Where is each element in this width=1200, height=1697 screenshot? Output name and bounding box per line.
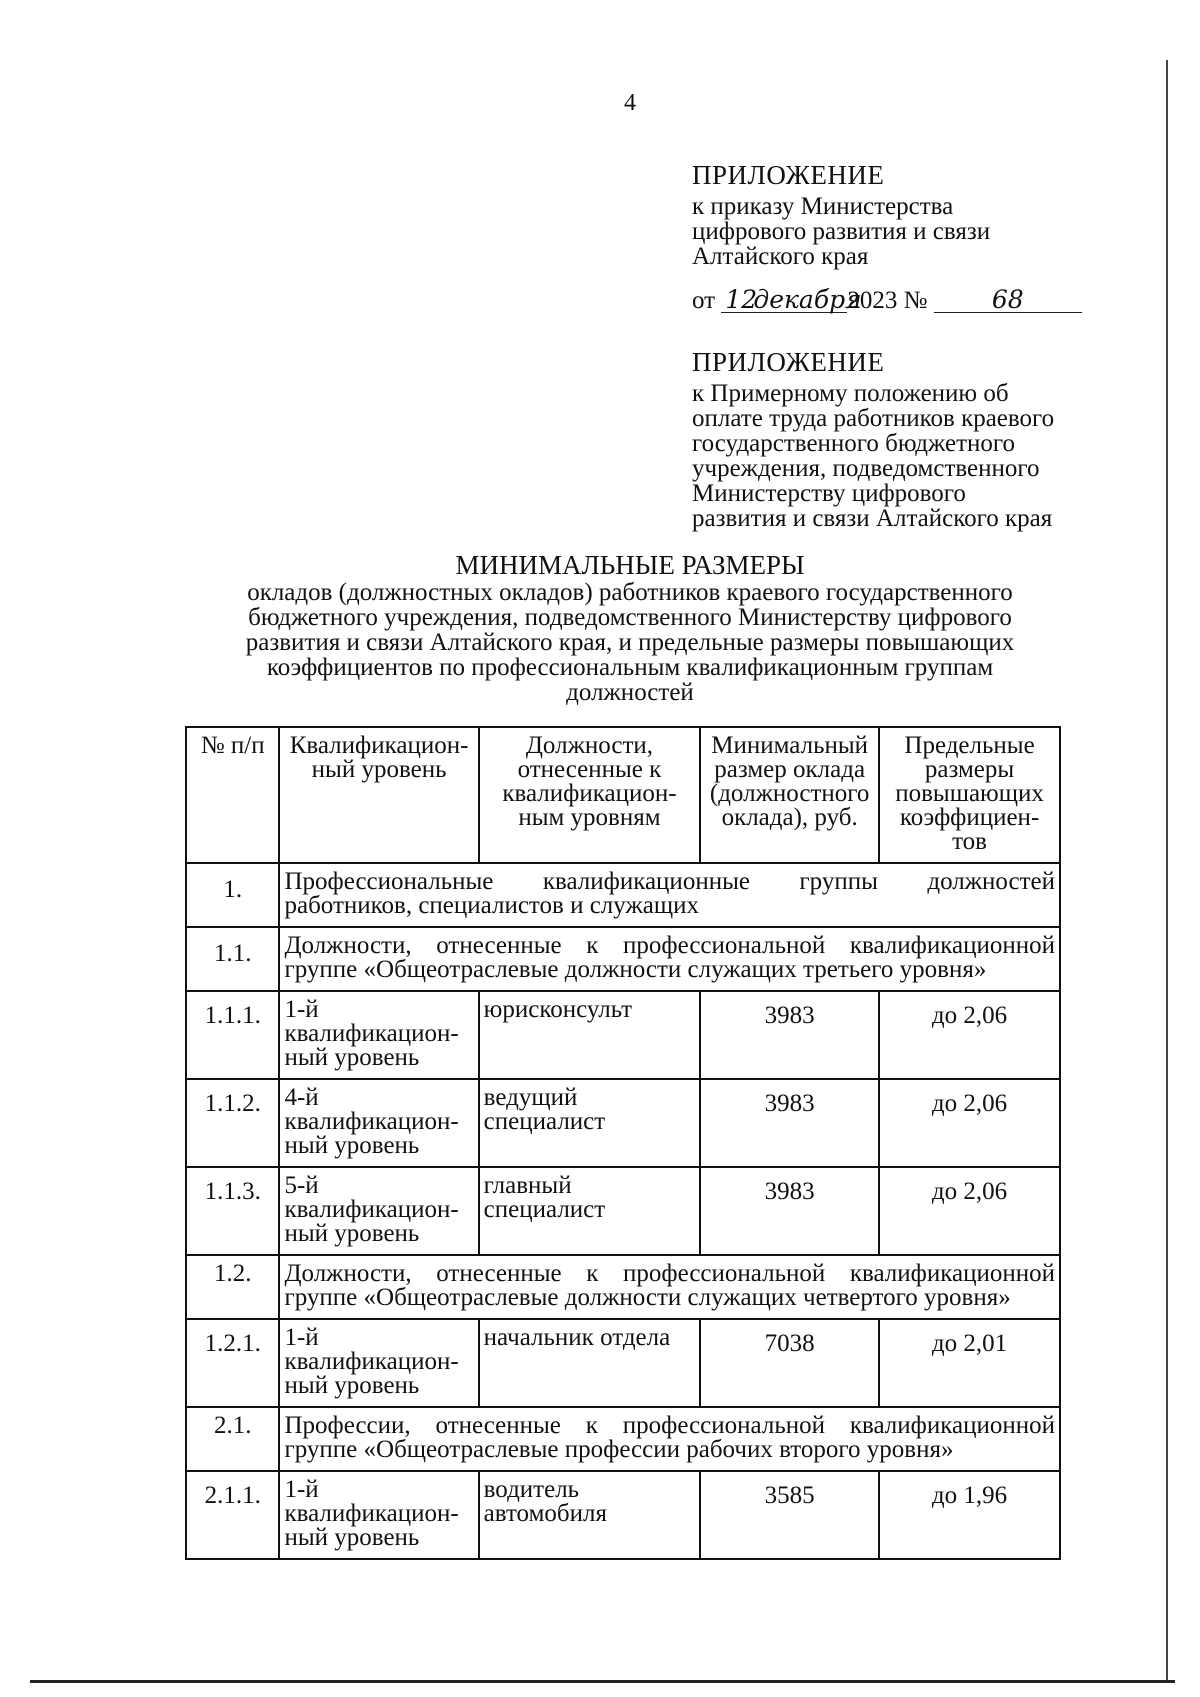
- max-coefficient: до 1,96: [879, 1471, 1060, 1559]
- header-number: № п/п: [186, 727, 279, 863]
- table-row: [186, 1471, 1060, 1559]
- qualification-level: 5-й квалификацион-ный уровень: [279, 1167, 478, 1255]
- max-coefficient: до 2,06: [879, 991, 1060, 1079]
- appendix-line: развития и связи Алтайского края: [692, 505, 1053, 532]
- min-salary: 3585: [700, 1471, 879, 1559]
- appendix-heading: ПРИЛОЖЕНИЕ: [692, 160, 885, 190]
- min-salary: 7038: [700, 1319, 879, 1407]
- order-date-line: [692, 275, 1112, 313]
- appendix-line: к Примерному положению об: [692, 380, 1009, 407]
- row-number: 2.1.: [186, 1407, 279, 1471]
- appendix-heading: ПРИЛОЖЕНИЕ: [692, 347, 885, 377]
- page-number: 4: [624, 90, 636, 116]
- title-main: МИНИМАЛЬНЫЕ РАЗМЕРЫ: [455, 550, 805, 580]
- date-day: 12: [721, 287, 749, 313]
- row-number: 1.: [186, 863, 279, 927]
- qualification-level: 1-й квалификацион-ный уровень: [279, 991, 478, 1079]
- title-line: бюджетного учреждения, подведомственного Министерству цифрового: [248, 604, 1012, 631]
- table-row: [186, 991, 1060, 1079]
- salary-table: [185, 726, 1061, 1560]
- position-name: начальник отдела: [479, 1319, 701, 1407]
- min-salary: 3983: [700, 1079, 879, 1167]
- order-number: 68: [934, 287, 1082, 313]
- appendix-line: Алтайского края: [692, 243, 869, 270]
- row-number: 1.1.2.: [186, 1079, 279, 1167]
- header-positions: Должности, отнесенные к квалификацион-ным уровням: [479, 727, 701, 863]
- position-name: водитель автомобиля: [479, 1471, 701, 1559]
- position-name: ведущий специалист: [479, 1079, 701, 1167]
- appendix-line: к приказу Министерства: [692, 193, 954, 220]
- position-name: главный специалист: [479, 1167, 701, 1255]
- appendix-line: Министерству цифрового: [692, 480, 966, 507]
- appendix-line: учреждения, подведомственного: [692, 455, 1040, 482]
- table-row: [186, 1167, 1060, 1255]
- group-title: Должности, отнесенные к профессиональной квалификационной группе «Общеотраслевые должности служащих третьего уровня»: [279, 927, 1060, 991]
- table-group-row: [186, 1255, 1060, 1319]
- table-group-row: [186, 863, 1060, 927]
- appendix-line: оплате труда работников краевого: [692, 405, 1055, 432]
- min-salary: 3983: [700, 991, 879, 1079]
- qualification-level: 4-й квалификацион-ный уровень: [279, 1079, 478, 1167]
- row-number: 1.1.3.: [186, 1167, 279, 1255]
- group-title: Должности, отнесенные к профессиональной квалификационной группе «Общеотраслевые должности служащих четвертого уровня»: [279, 1255, 1060, 1319]
- date-prefix: от: [692, 287, 716, 314]
- title-line: развития и связи Алтайского края, и предельные размеры повышающих: [245, 629, 1015, 656]
- appendix-line: цифрового развития и связи: [692, 218, 991, 245]
- max-coefficient: до 2,06: [879, 1167, 1060, 1255]
- appendix-order-block: [692, 160, 1112, 314]
- header-level: Квалификацион-ный уровень: [279, 727, 478, 863]
- title-line: коэффициентов по профессиональным квалификационным группам: [266, 654, 994, 681]
- qualification-level: 1-й квалификацион-ный уровень: [279, 1319, 478, 1407]
- row-number: 1.2.1.: [186, 1319, 279, 1407]
- date-month: декабря: [749, 287, 847, 313]
- document-title: [190, 550, 1070, 706]
- max-coefficient: до 2,06: [879, 1079, 1060, 1167]
- appendix-line: государственного бюджетного: [692, 430, 1015, 457]
- row-number: 1.1.: [186, 927, 279, 991]
- table-row: [186, 1319, 1060, 1407]
- position-name: юрисконсульт: [479, 991, 701, 1079]
- row-number: 1.2.: [186, 1255, 279, 1319]
- table-group-row: [186, 1407, 1060, 1471]
- table-header-row: [186, 727, 1060, 863]
- group-title: Профессии, отнесенные к профессиональной квалификационной группе «Общеотраслевые профессии рабочих второго уровня»: [279, 1407, 1060, 1471]
- row-number: 2.1.1.: [186, 1471, 279, 1559]
- row-number: 1.1.1.: [186, 991, 279, 1079]
- qualification-level: 1-й квалификацион-ный уровень: [279, 1471, 478, 1559]
- scan-edge-right: [1166, 60, 1168, 1680]
- min-salary: 3983: [700, 1167, 879, 1255]
- header-coefficient: Предельные размеры повышающих коэффициен-тов: [879, 727, 1060, 863]
- title-line: окладов (должностных окладов) работников краевого государственного: [247, 579, 1013, 606]
- group-title: Профессиональные квалификационные группы должностей работников, специалистов и служащих: [279, 863, 1060, 927]
- table-row: [186, 1079, 1060, 1167]
- header-salary: Минимальный размер оклада (должностного оклада), руб.: [700, 727, 879, 863]
- date-year: 2023 №: [847, 287, 928, 314]
- table-group-row: [186, 927, 1060, 991]
- title-line: должностей: [566, 679, 694, 706]
- max-coefficient: до 2,01: [879, 1319, 1060, 1407]
- appendix-regulation-block: [692, 347, 1112, 532]
- scan-edge-bottom: [30, 1680, 1175, 1683]
